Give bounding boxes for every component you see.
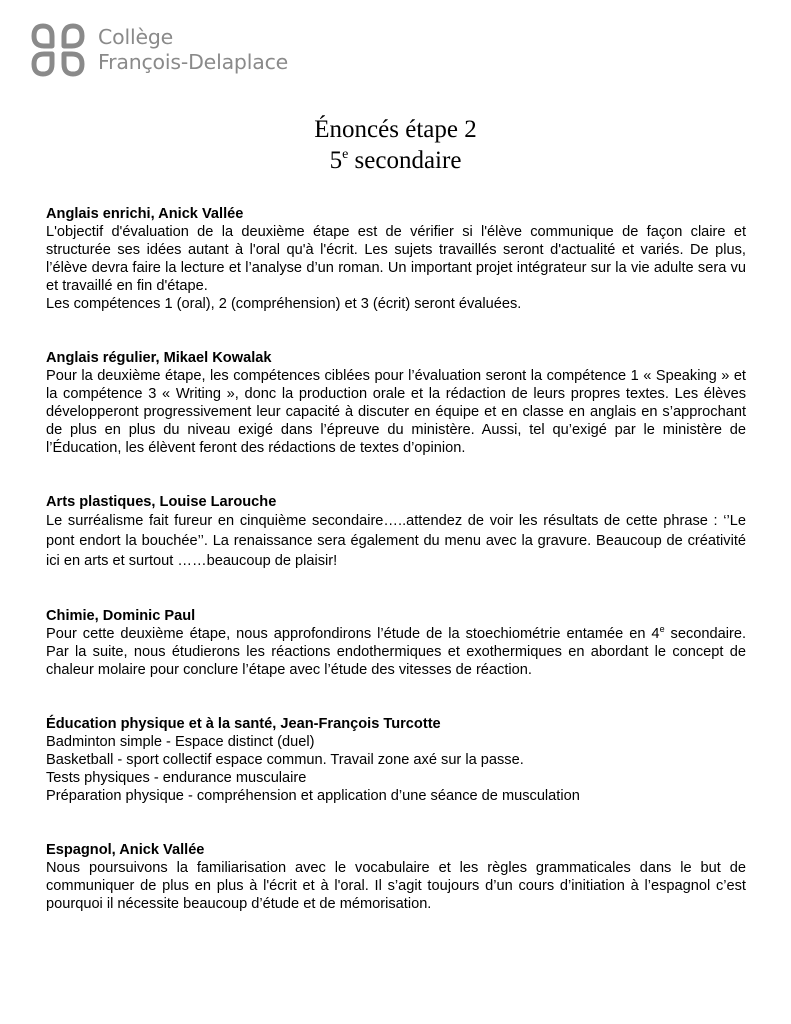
document-title: [0, 114, 791, 176]
list-item: Préparation physique - compréhension et application d’une séance de musculation: [46, 788, 580, 804]
section-anglais-enrichi: [46, 205, 746, 313]
title-grade-text: secondaire: [348, 147, 462, 174]
section-paragraph: Pour la deuxième étape, les compétences ciblées pour l’évaluation seront la compétence 1 « Speaking » et la compétence 3 « Writing », donc la production orale et la rédaction de leurs propres textes. Les élèves développeront progressivement leur capacité à discuter en équipe et en classe en anglais en s’approchant de plus en plus du niveau exigé dans l’épreuve du ministère. Aussi, tel qu’exigé par le ministère de l’Éducation, les élèvent feront des rédactions de textes d’opinion.: [46, 368, 746, 456]
title-grade-superscript: e: [342, 147, 349, 162]
college-name-line2: François-Delaplace: [98, 50, 289, 74]
section-heading: Anglais enrichi, Anick Vallée: [46, 206, 244, 222]
section-anglais-regulier: [46, 349, 746, 457]
section-arts-plastiques: [46, 493, 746, 571]
college-name: [98, 25, 288, 75]
section-heading: Arts plastiques, Louise Larouche: [46, 494, 277, 510]
section-paragraph: [46, 625, 746, 679]
section-chimie: [46, 607, 746, 679]
title-grade-number: 5: [329, 147, 343, 174]
title-line1: Énoncés étape 2: [314, 116, 477, 143]
section-paragraph: Nous poursuivons la familiarisation avec le vocabulaire et les règles grammaticales dans le but de communiquer de plus en plus à l'écrit et à l'oral. Il s’agit toujours d’un cours d’initiation à l’espagnol c’est pourquoi il nécessite beaucoup d’étude et de mémorisation.: [46, 860, 746, 912]
section-paragraph: L'objectif d'évaluation de la deuxième étape est de vérifier si l'élève communique de façon claire et structurée ses idées autant à l'oral qu'à l'écrit. Les sujets travaillés seront d'actualité et variés. De plus, l’élève devra faire la lecture et l’analyse d’un roman. Un important projet intégrateur sur la vie adulte sera vu et travaillé en fin d'étape.: [46, 224, 746, 294]
list-item: Badminton simple - Espace distinct (duel): [46, 734, 315, 750]
college-name-line1: Collège: [98, 25, 174, 49]
chimie-superscript: e: [659, 624, 665, 634]
section-heading: Espagnol, Anick Vallée: [46, 842, 205, 858]
list-item: Basketball - sport collectif espace commun. Travail zone axé sur la passe.: [46, 752, 524, 768]
chimie-text-part2: secondaire. Par la suite, nous étudierons les réactions endothermiques et exothermiques en abordant le concept de chaleur molaire pour conclure l’étape avec l’étude des vitesses de réaction.: [46, 626, 746, 678]
chimie-text-part1: Pour cette deuxième étape, nous approfondirons l’étude de la stoechiométrie entamée en 4: [46, 626, 660, 642]
college-logo: [28, 22, 288, 78]
section-heading: Éducation physique et à la santé, Jean-François Turcotte: [46, 716, 441, 732]
title-line2: [0, 145, 791, 176]
college-cross-logo-icon: [28, 22, 88, 78]
document-body: [46, 205, 746, 949]
section-heading: Chimie, Dominic Paul: [46, 608, 196, 624]
list-item: Tests physiques - endurance musculaire: [46, 770, 307, 786]
section-paragraph: Le surréalisme fait fureur en cinquième secondaire…..attendez de voir les résultats de cette phrase : ‘’Le pont endort la bouchée’’. La renaissance sera également du menu avec la gravure. Beaucoup de créativité ici en arts et surtout ……beaucoup de plaisir!: [46, 513, 746, 569]
section-paragraph: Les compétences 1 (oral), 2 (compréhension) et 3 (écrit) seront évaluées.: [46, 296, 522, 312]
section-espagnol: [46, 841, 746, 913]
section-education-physique: [46, 715, 746, 805]
section-heading: Anglais régulier, Mikael Kowalak: [46, 350, 272, 366]
